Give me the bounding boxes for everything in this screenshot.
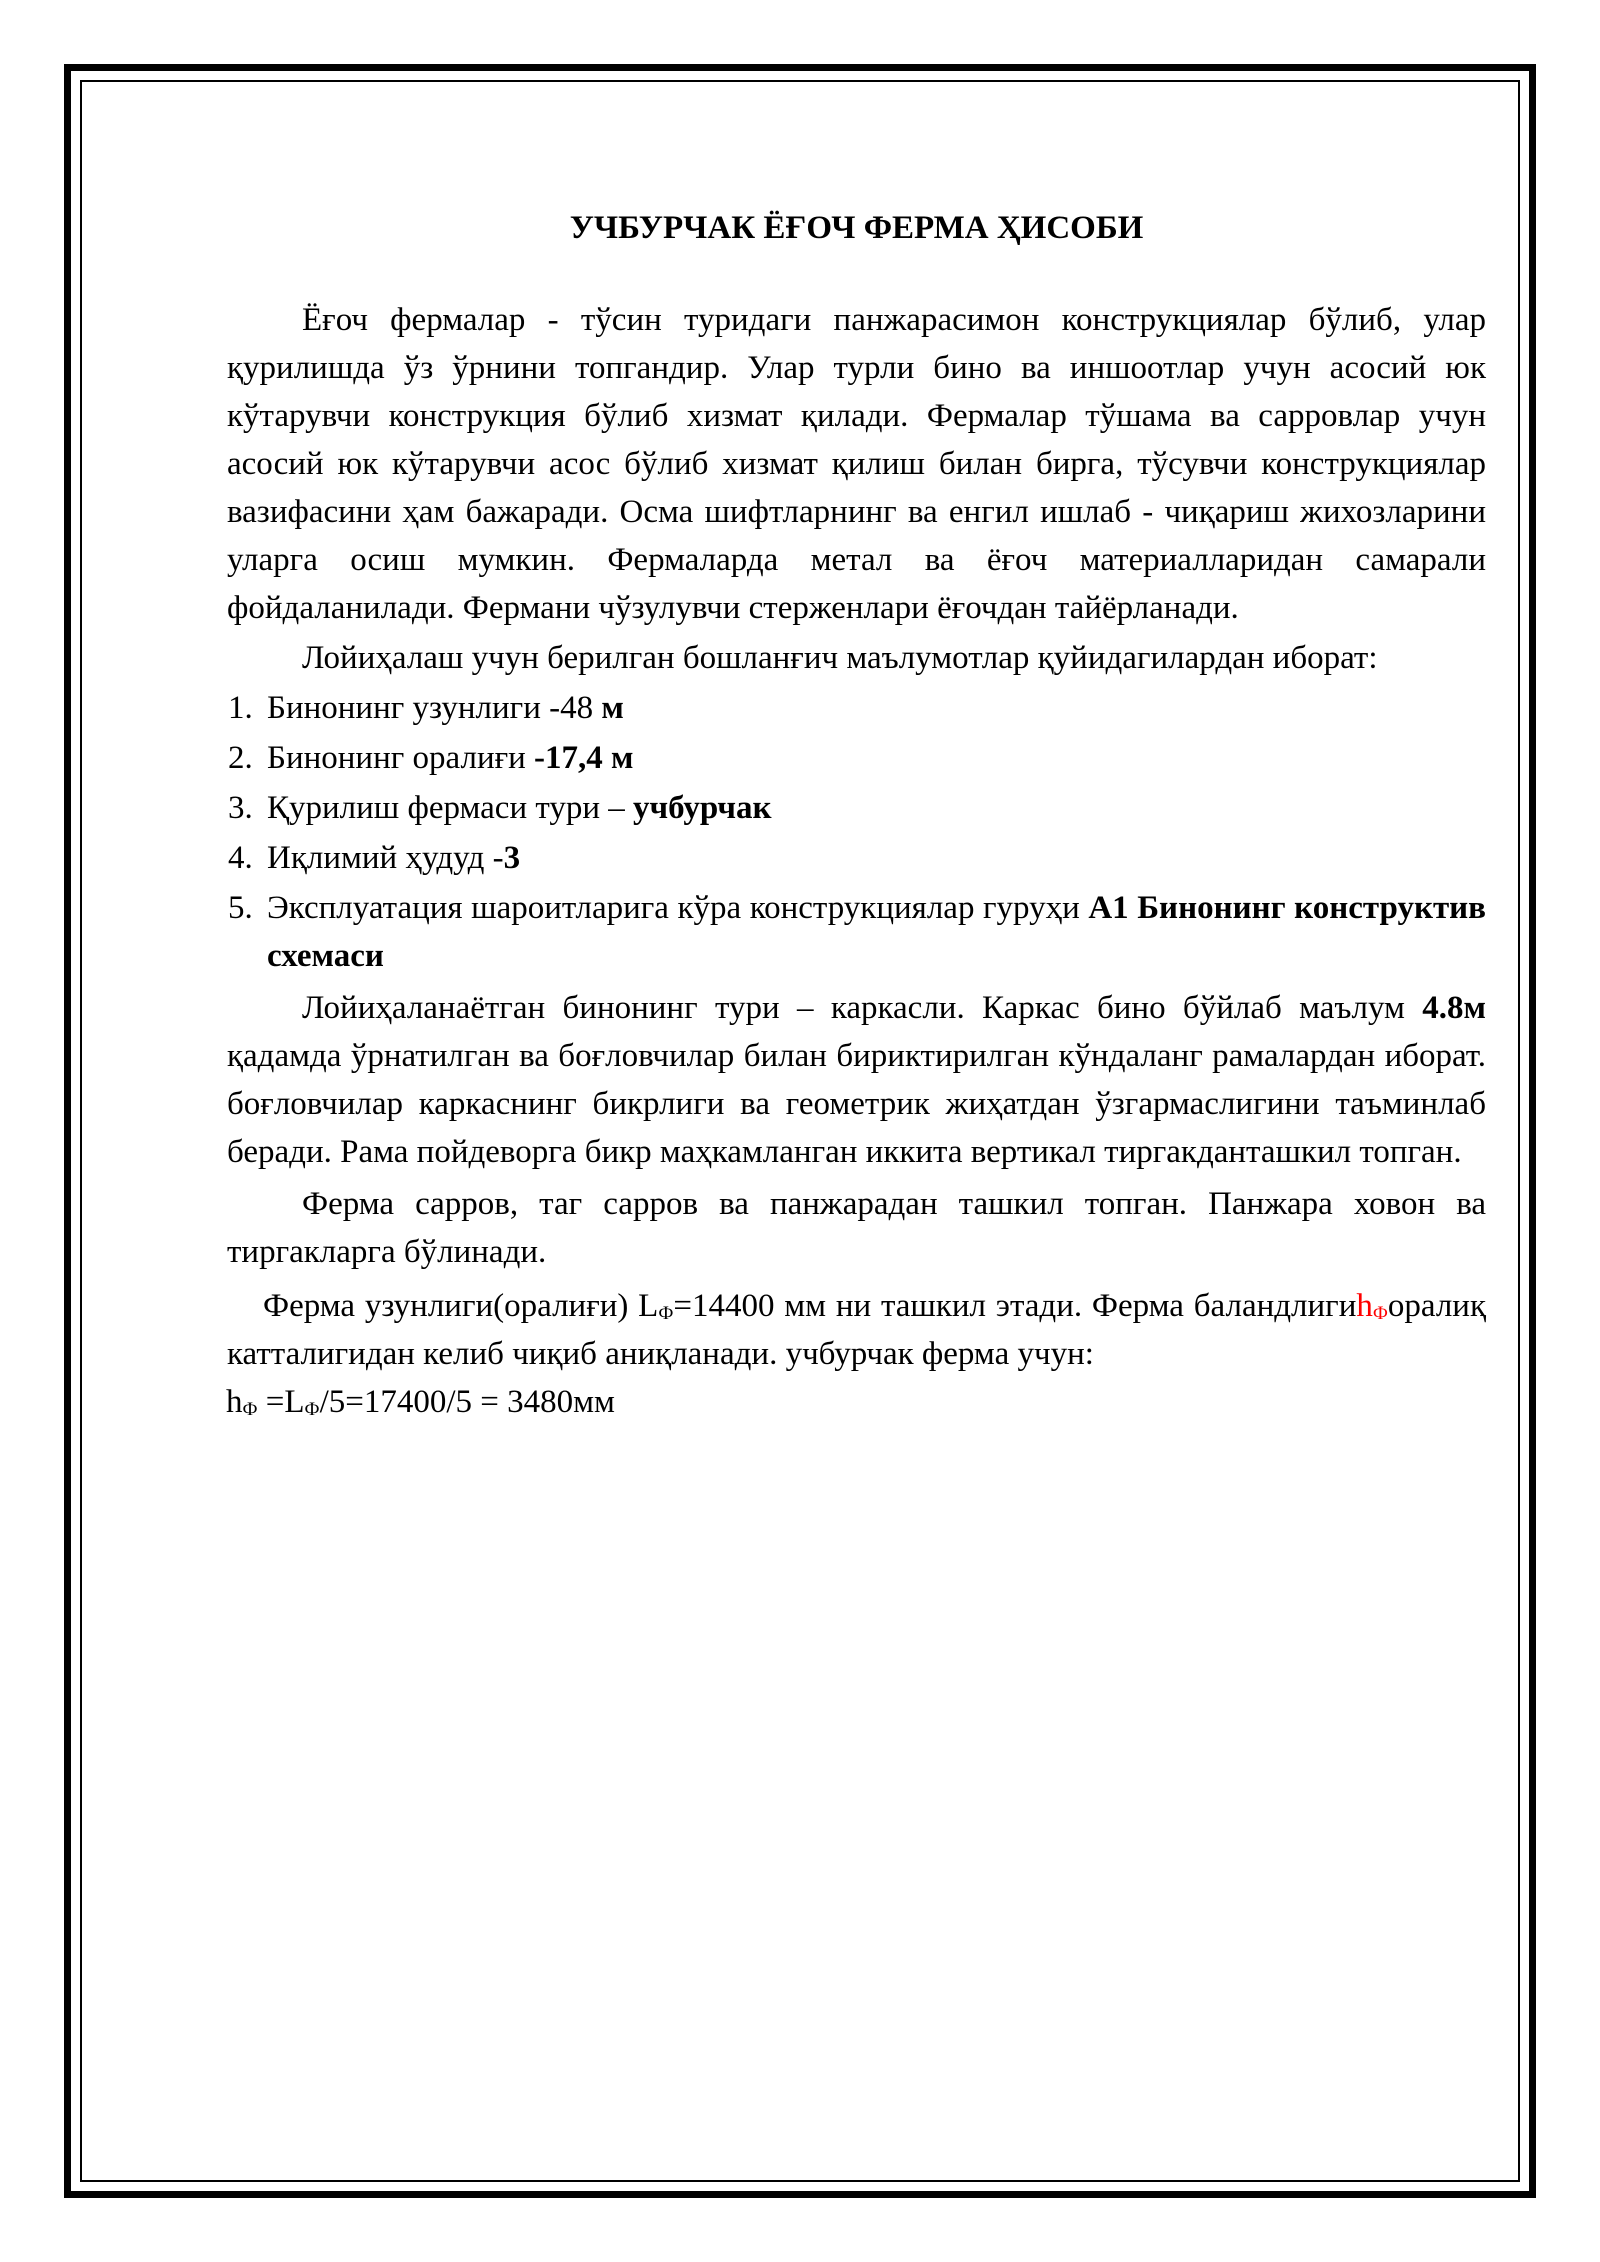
list-number: 4. bbox=[228, 840, 253, 876]
paragraph-truss-length bbox=[227, 1282, 1486, 1378]
height-symbol-h: h bbox=[1356, 1288, 1373, 1324]
list-item-bold: 3 bbox=[503, 840, 521, 876]
parameters-list bbox=[227, 684, 1486, 980]
paragraph-frame-end: қадамда ўрнатилган ва боғловчилар билан бириктирилган кўндаланг рамалардан иборат. боғловчилар каркаснинг бикрлиги ва геометрик жиҳатдан ўзгармаслигини таъминлаб беради. Рама пойдеворга бикр маҳкамланган иккита вертикал тиргакданташкил топган. bbox=[227, 1038, 1486, 1170]
paragraph-data-intro: Лойиҳалаш учун берилган бошланғич маълумотлар қуйидагилардан иборат: bbox=[302, 640, 1378, 676]
paragraph-truss: Ферма сарров, таг сарров ва панжарадан ташкил топган. Панжара ховон ва тиргакларга бўлинади. bbox=[227, 1186, 1486, 1270]
list-item bbox=[227, 684, 1486, 732]
paragraph-frame-start: Лойиҳаланаётган бинонинг тури – каркасли. Каркас бино бўйлаб маълум bbox=[302, 990, 1423, 1026]
list-item-text: Қурилиш фермаси тури – bbox=[267, 790, 633, 826]
list-item-text: Эксплуатация шароитларига кўра конструкциялар гуруҳи bbox=[267, 890, 1089, 926]
list-item-text: Иқлимий ҳудуд - bbox=[267, 840, 504, 876]
list-item bbox=[227, 784, 1486, 832]
truss-length-text-a: Ферма узунлиги(оралиғи) L bbox=[263, 1288, 659, 1324]
list-item-text: Бинонинг оралиғи bbox=[267, 740, 535, 776]
formula-result: /5=17400/5 = 3480мм bbox=[319, 1384, 615, 1420]
list-item bbox=[227, 884, 1486, 980]
height-formula bbox=[226, 1378, 1486, 1426]
list-item-bold: учбурчак bbox=[633, 790, 772, 826]
formula-h: h bbox=[226, 1384, 243, 1420]
subscript-f: Ф bbox=[1372, 1303, 1388, 1324]
step-value: 4.8м bbox=[1422, 990, 1486, 1026]
list-number: 1. bbox=[228, 690, 253, 726]
list-item bbox=[227, 734, 1486, 782]
truss-length-text-b: =14400 мм ни ташкил этади. Ферма баландлиги bbox=[673, 1288, 1357, 1324]
subscript-f: Ф bbox=[242, 1399, 258, 1420]
list-item-bold: м bbox=[601, 690, 624, 726]
list-item-bold: А1 Бинонинг конструктив схемаси bbox=[267, 890, 1487, 974]
list-number: 3. bbox=[228, 790, 253, 826]
list-item-bold: -17,4 м bbox=[534, 740, 634, 776]
paragraph-frame bbox=[227, 984, 1486, 1176]
truss-height-symbol bbox=[1356, 1288, 1388, 1324]
document-body bbox=[227, 204, 1486, 1426]
list-number: 2. bbox=[228, 740, 253, 776]
list-item-text: Бинонинг узунлиги -48 bbox=[267, 690, 602, 726]
formula-mid: =L bbox=[257, 1384, 305, 1420]
subscript-f: Ф bbox=[304, 1399, 320, 1420]
list-number: 5. bbox=[228, 890, 253, 926]
truss-length-text-c: оралиқ катталигидан келиб чиқиб аниқланади. учбурчак ферма учун: bbox=[227, 1288, 1486, 1372]
document-title: УЧБУРЧАК ЁҒОЧ ФЕРМА ҲИСОБИ bbox=[569, 210, 1144, 246]
subscript-f: Ф bbox=[658, 1303, 674, 1324]
paragraph-intro: Ёғоч фермалар - тўсин туридаги панжарасимон конструкциялар бўлиб, улар қурилишда ўз ўрнини топгандир. Улар турли бино ва иншоотлар учун асосий юк кўтарувчи конструкция бўлиб хизмат қилади. Фермалар тўшама ва сарровлар учун асосий юк кўтарувчи асос бўлиб хизмат қилиш билан бирга, тўсувчи конструкциялар вазифасини ҳам бажаради. Осма шифтларнинг ва енгил ишлаб - чиқариш жихозларини уларга осиш мумкин. Фермаларда метал ва ёғоч материалларидан самарали фойдаланилади. Фермани чўзулувчи стерженлари ёғочдан тайёрланади. bbox=[227, 302, 1486, 626]
list-item bbox=[227, 834, 1486, 882]
